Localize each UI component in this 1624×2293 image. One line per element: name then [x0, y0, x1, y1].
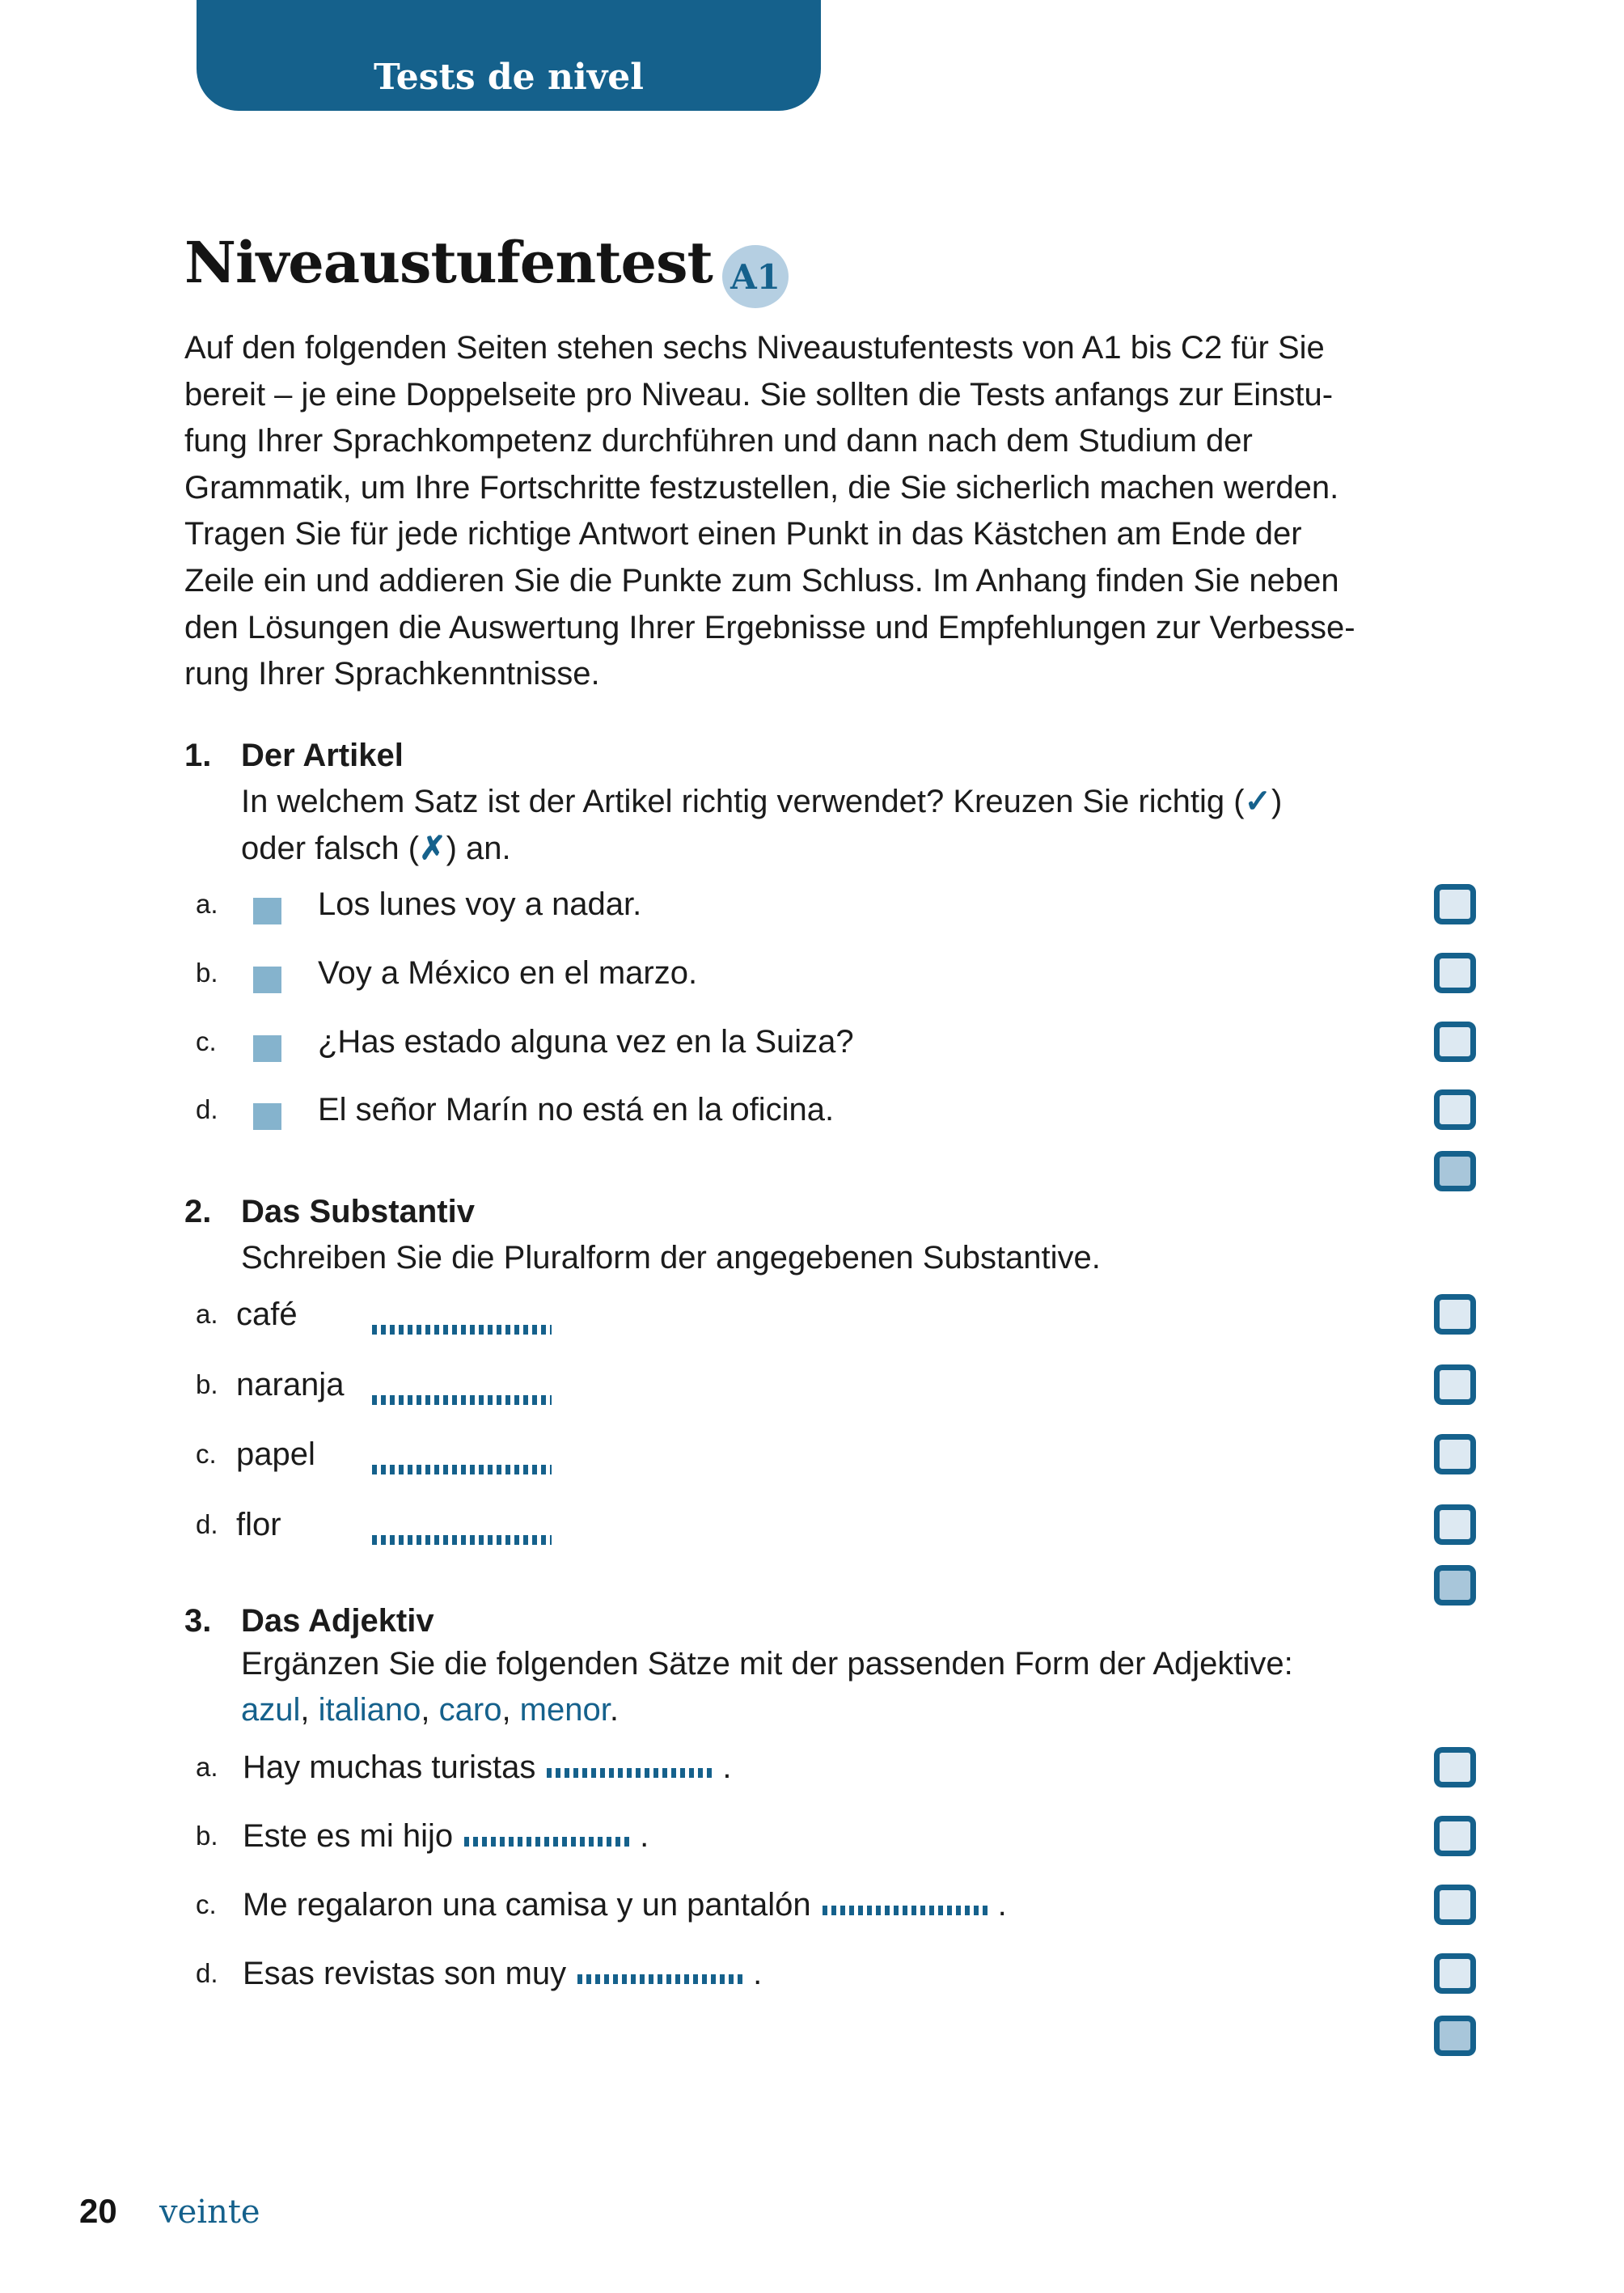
intro-line: Tragen Sie für jede richtige Antwort einen Punkt in das Kästchen am Ende der — [184, 516, 1302, 552]
answer-blank[interactable] — [464, 1837, 630, 1847]
item-bullet-square-icon — [253, 1103, 281, 1130]
item-sentence: Voy a México en el marzo. — [318, 955, 698, 991]
section-1-instruction-line2 — [241, 828, 511, 869]
level-badge — [722, 245, 789, 308]
item-label: b. — [196, 1369, 218, 1399]
answer-checkbox[interactable] — [1434, 1434, 1476, 1474]
answer-checkbox[interactable] — [1434, 1816, 1476, 1856]
instruction-text: In welchem Satz ist der Artikel richtig verwendet? Kreuzen Sie richtig ( — [241, 784, 1245, 819]
section-3-title: Das Adjektiv — [241, 1603, 434, 1639]
item-label: c. — [196, 1026, 217, 1056]
section-2-instruction: Schreiben Sie die Pluralform der angegebenen Substantive. — [241, 1240, 1101, 1276]
answer-checkbox[interactable] — [1434, 1089, 1476, 1130]
item-word: papel — [236, 1436, 315, 1472]
answer-blank[interactable] — [372, 1465, 552, 1474]
item-label: d. — [196, 1958, 218, 1988]
check-icon: ✓ — [1244, 784, 1272, 819]
item-bullet-square-icon — [253, 967, 281, 993]
intro-line: fung Ihrer Sprachkompetenz durchführen und dann nach dem Studium der — [184, 423, 1253, 459]
adjective: azul — [241, 1692, 301, 1728]
section-3-adjective-list — [241, 1690, 619, 1730]
answer-blank[interactable] — [823, 1906, 988, 1915]
total-points-box[interactable] — [1434, 2016, 1476, 2056]
exercise-item-row — [0, 1434, 1624, 1474]
item-label: d. — [196, 1094, 218, 1124]
exercise-item-row — [0, 953, 1624, 993]
instruction-text: oder falsch ( — [241, 831, 420, 866]
total-points-box[interactable] — [1434, 1565, 1476, 1606]
item-label: a. — [196, 1299, 218, 1329]
answer-blank[interactable] — [372, 1535, 552, 1545]
separator: , — [300, 1692, 319, 1728]
intro-line: bereit – je eine Doppelseite pro Niveau. Sie sollten die Tests anfangs zur Einstu- — [184, 376, 1334, 412]
exercise-item-row — [0, 1089, 1624, 1130]
answer-checkbox[interactable] — [1434, 1953, 1476, 1994]
sentence-text: Este es mi hijo — [243, 1818, 454, 1854]
item-label: b. — [196, 1821, 218, 1851]
answer-checkbox[interactable] — [1434, 1885, 1476, 1925]
section-3-instruction: Ergänzen Sie die folgenden Sätze mit der passenden Form der Adjektive: — [241, 1646, 1293, 1682]
section-2-number: 2. — [184, 1194, 212, 1229]
intro-paragraph — [184, 325, 1355, 698]
intro-line: Zeile ein und addieren Sie die Punkte zum Schluss. Im Anhang finden Sie neben — [184, 562, 1339, 599]
separator: . — [609, 1692, 619, 1728]
sentence-period: . — [997, 1887, 1007, 1923]
adjective: menor — [519, 1692, 610, 1728]
answer-checkbox[interactable] — [1434, 953, 1476, 993]
instruction-text: ) an. — [446, 831, 511, 866]
section-1-instruction-line1 — [241, 781, 1282, 822]
chapter-tab-label: Tests de nivel — [374, 57, 644, 98]
exercise-item-row — [0, 1364, 1624, 1405]
item-sentence: ¿Has estado alguna vez en la Suiza? — [318, 1024, 854, 1060]
exercise-item-row — [0, 884, 1624, 924]
answer-checkbox[interactable] — [1434, 1504, 1476, 1545]
page-number: 20 — [79, 2192, 117, 2230]
item-sentence: Los lunes voy a nadar. — [318, 886, 642, 922]
item-label: b. — [196, 958, 218, 988]
exercise-item-row — [0, 1294, 1624, 1335]
adjective: italiano — [318, 1692, 421, 1728]
item-sentence: El señor Marín no está en la oficina. — [318, 1092, 835, 1127]
item-bullet-square-icon — [253, 898, 281, 924]
answer-blank[interactable] — [372, 1395, 552, 1405]
answer-blank[interactable] — [577, 1974, 743, 1984]
instruction-text: ) — [1271, 784, 1283, 819]
exercise-item-row — [0, 1022, 1624, 1062]
item-word: café — [236, 1297, 298, 1332]
item-sentence — [243, 1747, 731, 1787]
exercise-item-row — [0, 1953, 1624, 1994]
adjective: caro — [438, 1692, 502, 1728]
sentence-period: . — [753, 1956, 763, 1991]
item-sentence — [243, 1885, 1007, 1925]
intro-line: rung Ihrer Sprachkenntnisse. — [184, 656, 600, 692]
item-label: d. — [196, 1509, 218, 1539]
intro-line: den Lösungen die Auswertung Ihrer Ergebnisse und Empfehlungen zur Verbesse- — [184, 609, 1355, 645]
answer-checkbox[interactable] — [1434, 1364, 1476, 1405]
sentence-text: Me regalaron una camisa y un pantalón — [243, 1887, 811, 1923]
answer-blank[interactable] — [372, 1325, 552, 1335]
item-bullet-square-icon — [253, 1035, 281, 1062]
answer-checkbox[interactable] — [1434, 1022, 1476, 1062]
answer-checkbox[interactable] — [1434, 884, 1476, 924]
level-badge-label: A1 — [730, 256, 780, 297]
exercise-item-row — [0, 1885, 1624, 1925]
sentence-period: . — [640, 1818, 649, 1854]
section-1-number: 1. — [184, 738, 212, 773]
item-label: c. — [196, 1889, 217, 1919]
page-title: Niveaustufentest — [184, 229, 713, 296]
answer-checkbox[interactable] — [1434, 1747, 1476, 1787]
section-1-title: Der Artikel — [241, 738, 404, 773]
section-2-title: Das Substantiv — [241, 1194, 475, 1229]
exercise-item-row — [0, 1747, 1624, 1787]
total-points-box[interactable] — [1434, 1151, 1476, 1191]
item-label: a. — [196, 889, 218, 919]
sentence-text: Esas revistas son muy — [243, 1956, 567, 1991]
sentence-text: Hay muchas turistas — [243, 1749, 536, 1785]
chapter-tab — [197, 0, 821, 111]
item-label: c. — [196, 1439, 217, 1469]
page-number-word: veinte — [159, 2194, 260, 2231]
sentence-period: . — [722, 1749, 732, 1785]
exercise-item-row — [0, 1504, 1624, 1545]
section-3-number: 3. — [184, 1603, 212, 1639]
exercise-item-row — [0, 1816, 1624, 1856]
intro-line: Auf den folgenden Seiten stehen sechs Niveaustufentests von A1 bis C2 für Sie — [184, 330, 1325, 366]
item-word: naranja — [236, 1367, 345, 1402]
cross-icon: ✗ — [419, 831, 446, 866]
intro-line: Grammatik, um Ihre Fortschritte festzustellen, die Sie sicherlich machen werden. — [184, 469, 1339, 506]
item-word: flor — [236, 1507, 281, 1542]
item-sentence — [243, 1816, 649, 1856]
separator: , — [501, 1692, 520, 1728]
item-sentence — [243, 1953, 762, 1994]
separator: , — [421, 1692, 439, 1728]
answer-blank[interactable] — [547, 1768, 713, 1778]
answer-checkbox[interactable] — [1434, 1294, 1476, 1335]
item-label: a. — [196, 1752, 218, 1782]
